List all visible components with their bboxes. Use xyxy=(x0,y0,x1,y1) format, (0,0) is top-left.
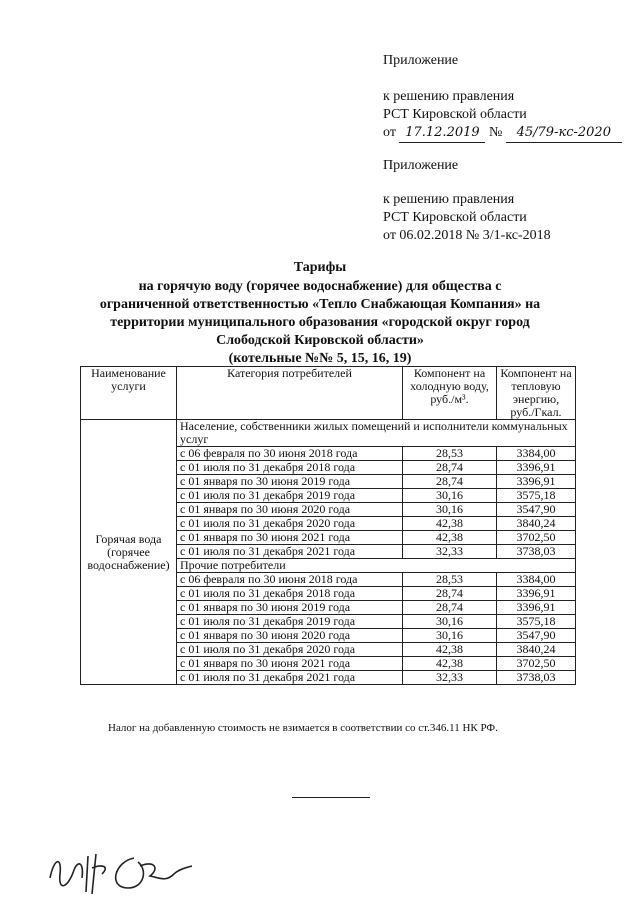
appendix-title-2: Приложение xyxy=(383,158,459,173)
appendix-line-1: к решению правления xyxy=(383,89,515,104)
heat-energy-value: 3840,24 xyxy=(497,517,576,531)
handwritten-signature-2 xyxy=(104,848,214,898)
period-cell: с 01 июля по 31 декабря 2019 года xyxy=(177,489,403,503)
doc-title-line-3: ограниченной ответственностью «Тепло Снабжающая Компания» на xyxy=(99,297,541,312)
period-cell: с 01 января по 30 июня 2021 года xyxy=(177,531,403,545)
cold-water-value: 42,38 xyxy=(403,643,497,657)
heat-energy-value: 3396,91 xyxy=(497,587,576,601)
cold-water-value: 32,33 xyxy=(403,545,497,559)
appendix-line-2: РСТ Кировской области xyxy=(383,107,527,122)
cold-water-value: 30,16 xyxy=(403,503,497,517)
cold-water-value: 28,53 xyxy=(403,573,497,587)
period-cell: с 01 января по 30 июня 2020 года xyxy=(177,629,403,643)
period-cell: с 01 июля по 31 декабря 2018 года xyxy=(177,461,403,475)
cold-water-value: 42,38 xyxy=(403,531,497,545)
heat-energy-value: 3384,00 xyxy=(497,447,576,461)
tariff-table-body xyxy=(81,367,576,685)
cold-water-value: 28,53 xyxy=(403,447,497,461)
heat-energy-value: 3396,91 xyxy=(497,601,576,615)
period-cell: с 01 июля по 31 декабря 2020 года xyxy=(177,643,403,657)
cold-water-value: 32,33 xyxy=(403,671,497,685)
appendix-date-line xyxy=(383,124,622,143)
heat-energy-value: 3840,24 xyxy=(497,643,576,657)
heat-energy-value: 3384,00 xyxy=(497,573,576,587)
doc-title: Тарифы xyxy=(293,260,347,275)
divider-line xyxy=(292,797,370,798)
period-cell: с 06 февраля по 30 июня 2018 года xyxy=(177,447,403,461)
header-category: Категория потребителей xyxy=(177,367,403,420)
heat-energy-value: 3396,91 xyxy=(497,461,576,475)
cold-water-value: 42,38 xyxy=(403,657,497,671)
period-cell: с 01 июля по 31 декабря 2021 года xyxy=(177,545,403,559)
heat-energy-value: 3547,90 xyxy=(497,629,576,643)
heat-energy-value: 3575,18 xyxy=(497,489,576,503)
period-cell: с 06 февраля по 30 июня 2018 года xyxy=(177,573,403,587)
appendix2-line-3: от 06.02.2018 № 3/1-кс-2018 xyxy=(383,228,551,243)
cold-water-value: 30,16 xyxy=(403,489,497,503)
appendix-no-label: № xyxy=(488,125,503,140)
doc-title-line-2: на горячую воду (горячее водоснабжение) для общества с xyxy=(138,279,502,294)
heat-energy-value: 3547,90 xyxy=(497,503,576,517)
service-name: Горячая вода (горячее водоснабжение) xyxy=(81,420,177,685)
cold-water-value: 28,74 xyxy=(403,587,497,601)
heat-energy-value: 3702,50 xyxy=(497,657,576,671)
period-cell: с 01 июля по 31 декабря 2021 года xyxy=(177,671,403,685)
period-cell: с 01 июля по 31 декабря 2019 года xyxy=(177,615,403,629)
cold-water-value: 30,16 xyxy=(403,615,497,629)
tariff-table xyxy=(80,366,576,685)
decision-date-handwritten: 17.12.2019 xyxy=(399,124,485,143)
appendix2-line-1: к решению правления xyxy=(383,192,515,207)
cold-water-value: 28,74 xyxy=(403,461,497,475)
heat-energy-value: 3702,50 xyxy=(497,531,576,545)
vat-footnote: Налог на добавленную стоимость не взимается в соответствии со ст.346.11 НК РФ. xyxy=(108,722,498,734)
doc-title-line-4: территории муниципального образования «городской округ город xyxy=(110,315,530,330)
group-label-population: Население, собственники жилых помещений и исполнители коммунальных услуг xyxy=(177,420,576,447)
period-cell: с 01 января по 30 июня 2019 года xyxy=(177,475,403,489)
decision-number-handwritten: 45/79-кс-2020 xyxy=(506,124,622,143)
doc-title-line-6: (котельные №№ 5, 15, 16, 19) xyxy=(228,351,412,366)
appendix2-line-2: РСТ Кировской области xyxy=(383,210,527,225)
cold-water-value: 28,74 xyxy=(403,601,497,615)
appendix-title-1: Приложение xyxy=(383,53,459,68)
heat-energy-value: 3396,91 xyxy=(497,475,576,489)
group-label-others: Прочие потребители xyxy=(177,559,576,573)
heat-energy-value: 3738,03 xyxy=(497,545,576,559)
period-cell: с 01 июля по 31 декабря 2020 года xyxy=(177,517,403,531)
appendix-from-label: от xyxy=(383,125,396,140)
cold-water-value: 28,74 xyxy=(403,475,497,489)
cold-water-value: 42,38 xyxy=(403,517,497,531)
table-header-row xyxy=(81,367,576,420)
group-row-population xyxy=(81,420,576,447)
header-service: Наименование услуги xyxy=(81,367,177,420)
header-cold-water: Компонент на холодную воду, руб./м³. xyxy=(403,367,497,420)
cold-water-value: 30,16 xyxy=(403,629,497,643)
doc-title-line-5: Слободской Кировской области» xyxy=(216,333,424,348)
header-heat-energy: Компонент на тепловую энергию, руб./Гкал. xyxy=(497,367,576,420)
period-cell: с 01 января по 30 июня 2020 года xyxy=(177,503,403,517)
period-cell: с 01 января по 30 июня 2019 года xyxy=(177,601,403,615)
heat-energy-value: 3575,18 xyxy=(497,615,576,629)
period-cell: с 01 января по 30 июня 2021 года xyxy=(177,657,403,671)
heat-energy-value: 3738,03 xyxy=(497,671,576,685)
period-cell: с 01 июля по 31 декабря 2018 года xyxy=(177,587,403,601)
